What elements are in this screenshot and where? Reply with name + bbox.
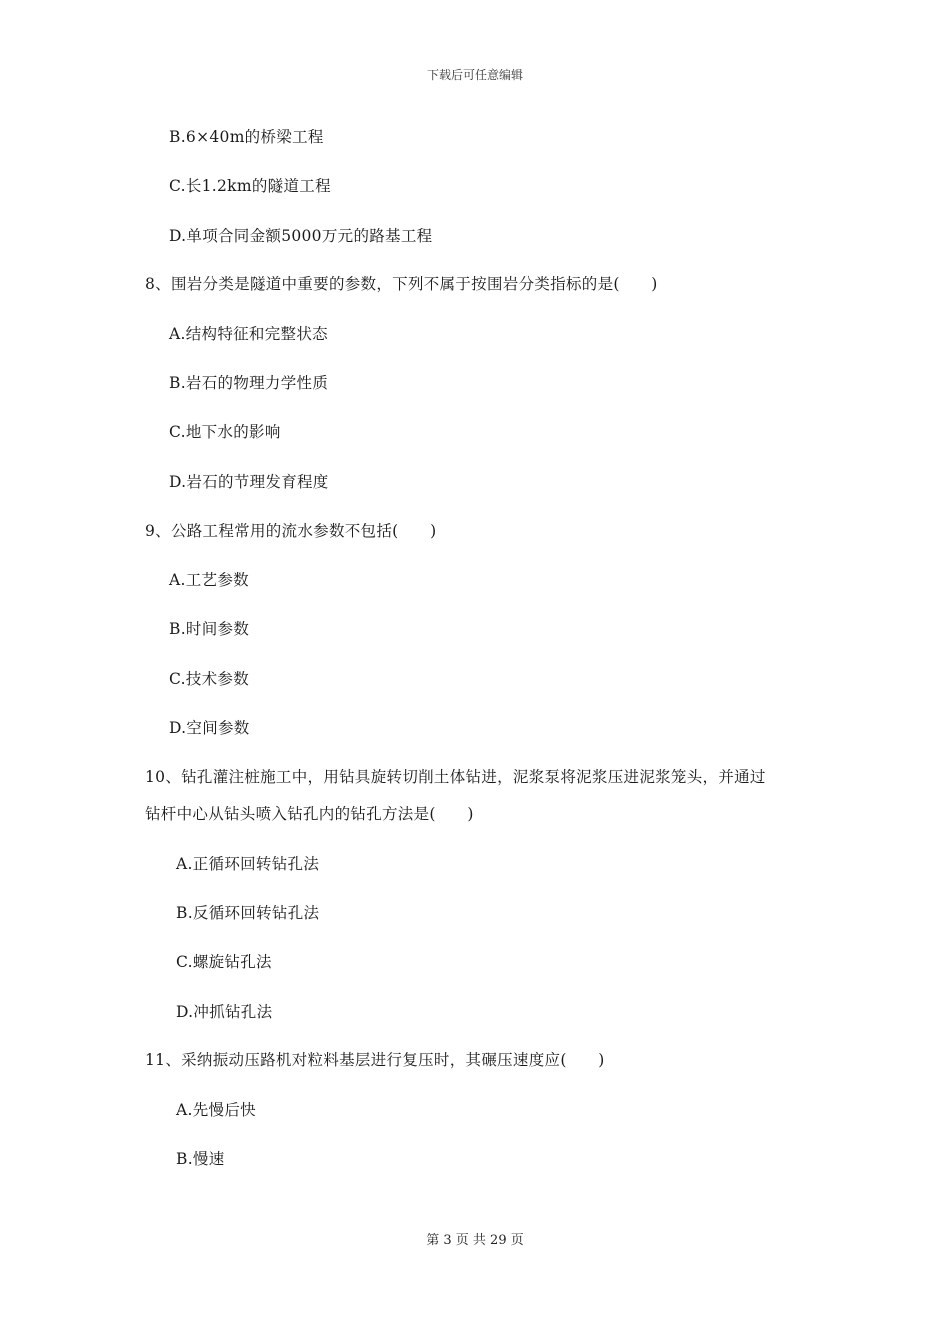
option-d-roadbed: D.单项合同金额5000万元的路基工程 bbox=[169, 227, 433, 245]
question-10-option-a: A.正循环回转钻孔法 bbox=[176, 855, 320, 873]
question-8-option-d: D.岩石的节理发育程度 bbox=[169, 473, 329, 491]
question-8-option-b: B.岩石的物理力学性质 bbox=[169, 374, 329, 392]
question-10-line-2: 钻杆中心从钻头喷入钻孔内的钻孔方法是( ) bbox=[145, 805, 474, 823]
question-9-option-d: D.空间参数 bbox=[169, 719, 250, 737]
question-11-option-b: B.慢速 bbox=[176, 1150, 225, 1168]
question-9-option-c: C.技术参数 bbox=[169, 670, 250, 688]
question-9: 9、公路工程常用的流水参数不包括( ) bbox=[145, 522, 437, 540]
page-header: 下载后可任意编辑 bbox=[426, 68, 523, 82]
question-9-option-b: B.时间参数 bbox=[169, 620, 250, 638]
option-c-tunnel: C.长1.2km的隧道工程 bbox=[169, 177, 331, 195]
question-11: 11、采纳振动压路机对粒料基层进行复压时，其碾压速度应( ) bbox=[145, 1051, 605, 1069]
question-9-option-a: A.工艺参数 bbox=[169, 571, 249, 589]
question-10-line-1: 10、钻孔灌注桩施工中，用钻具旋转切削土体钻进，泥浆泵将泥浆压进泥浆笼头，并通过 bbox=[145, 768, 766, 786]
question-10-option-d: D.冲抓钻孔法 bbox=[176, 1003, 273, 1021]
question-10-option-c: C.螺旋钻孔法 bbox=[176, 953, 272, 971]
question-8-option-a: A.结构特征和完整状态 bbox=[169, 325, 328, 343]
option-b-bridge: B.6×40m的桥梁工程 bbox=[169, 128, 324, 146]
question-10-option-b: B.反循环回转钻孔法 bbox=[176, 904, 320, 922]
question-11-option-a: A.先慢后快 bbox=[176, 1101, 256, 1119]
question-8: 8、围岩分类是隧道中重要的参数，下列不属于按围岩分类指标的是( ) bbox=[145, 275, 658, 293]
question-8-option-c: C.地下水的影响 bbox=[169, 423, 281, 441]
page-footer: 第 3 页 共 29 页 bbox=[426, 1233, 524, 1248]
